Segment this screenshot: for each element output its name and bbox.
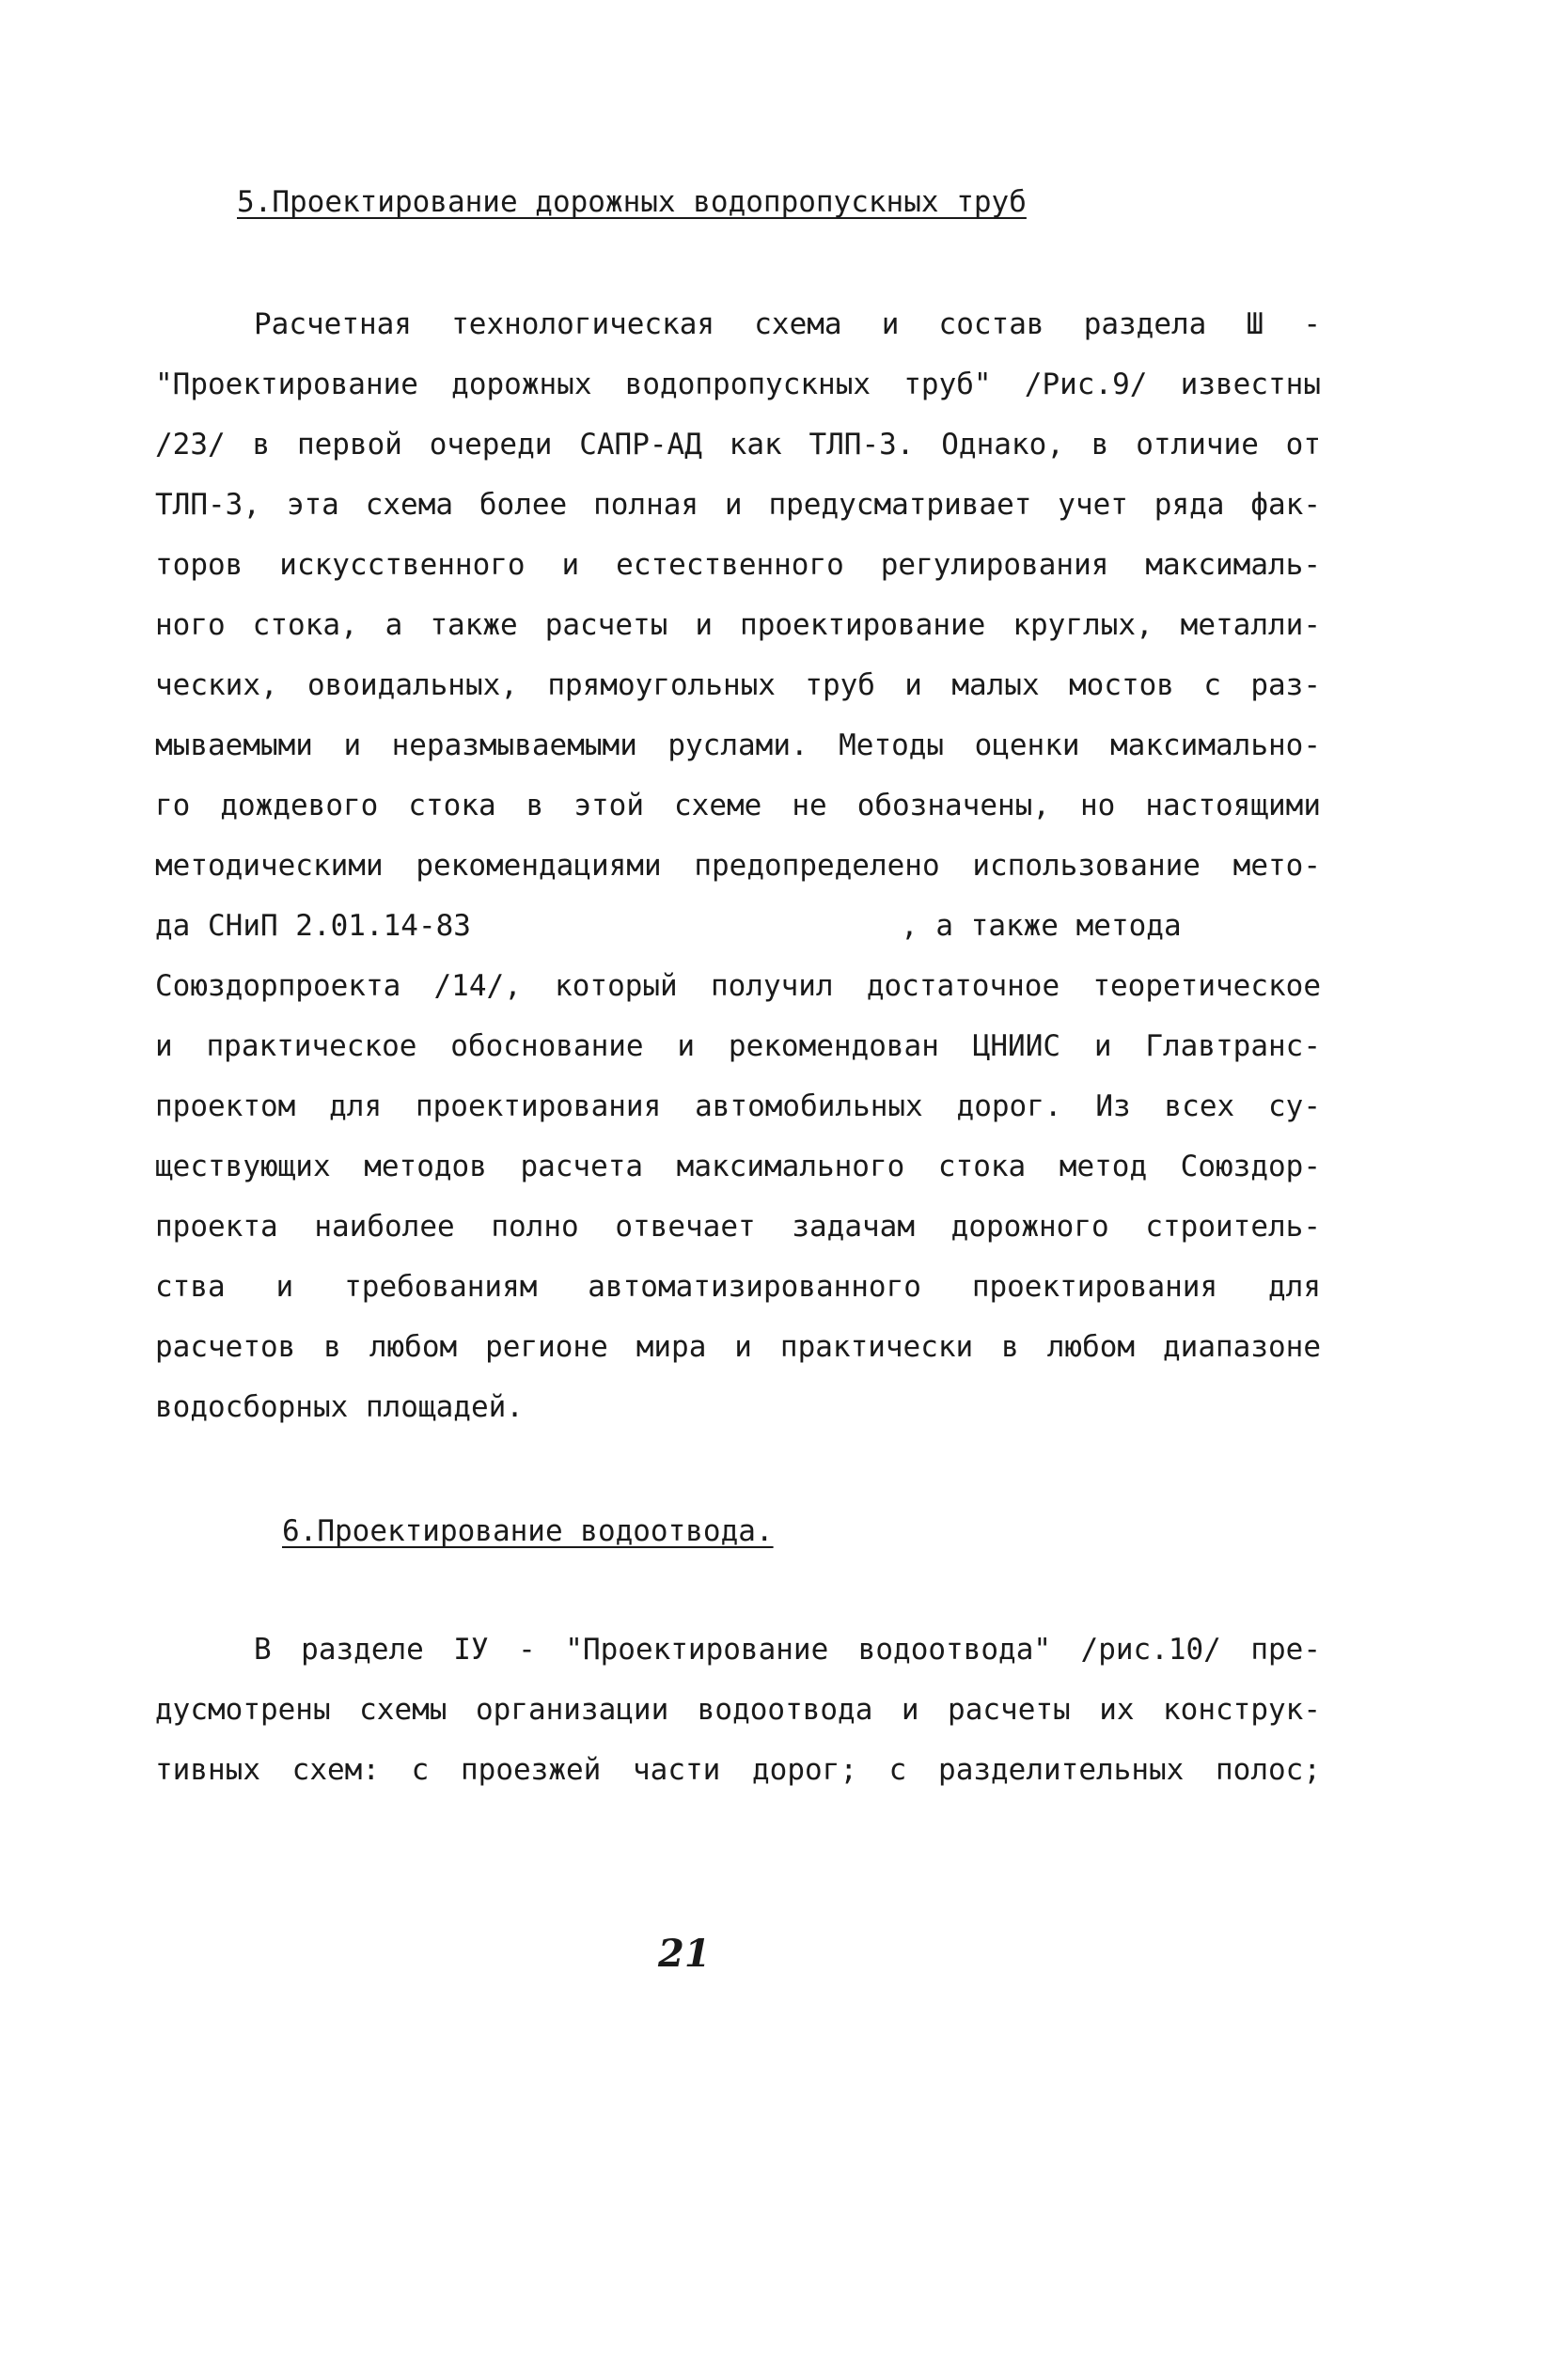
- paragraph-line: проекта наиболее полно отвечает задачам дорожного строитель-: [155, 1210, 1321, 1244]
- section-5-heading: 5.Проектирование дорожных водопропускных труб: [237, 185, 1027, 219]
- paragraph-line: ства и требованиям автоматизированного проектирования для: [155, 1270, 1321, 1304]
- paragraph-line: проектом для проектирования автомобильных дорог. Из всех су-: [155, 1089, 1321, 1123]
- paragraph-line-gap-left: да СНиП 2.01.14-83: [155, 909, 471, 943]
- paragraph-line: методическими рекомендациями предопределено использование мето-: [155, 849, 1321, 883]
- paragraph-line: тивных схем: с проезжей части дорог; с разделительных полос;: [155, 1753, 1321, 1787]
- paragraph-line: ществующих методов расчета максимального стока метод Союздор-: [155, 1150, 1321, 1183]
- page-number: 21: [658, 1932, 711, 1976]
- paragraph-line: Расчетная технологическая схема и состав раздела Ш -: [254, 307, 1321, 341]
- paragraph-line: ческих, овоидальных, прямоугольных труб и малых мостов с раз-: [155, 668, 1321, 702]
- paragraph-line: расчетов в любом регионе мира и практически в любом диапазоне: [155, 1330, 1321, 1364]
- paragraph-line: го дождевого стока в этой схеме не обозначены, но настоящими: [155, 789, 1321, 822]
- paragraph-line: ного стока, а также расчеты и проектирование круглых, металли-: [155, 608, 1321, 642]
- paragraph-line: водосборных площадей.: [155, 1390, 524, 1424]
- paragraph-line-gap-right: , а также метода: [901, 909, 1182, 943]
- paragraph-line: В разделе IУ - "Проектирование водоотвода" /рис.10/ пре-: [254, 1633, 1321, 1667]
- paragraph-line: дусмотрены схемы организации водоотвода и расчеты их конструк-: [155, 1693, 1321, 1727]
- paragraph-line: Союздорпроекта /14/, который получил достаточное теоретическое: [155, 969, 1321, 1003]
- paragraph-line: и практическое обоснование и рекомендован ЦНИИС и Главтранс-: [155, 1029, 1321, 1063]
- paragraph-line: /23/ в первой очереди САПР-АД как ТЛП-3. Однако, в отличие от: [155, 428, 1321, 462]
- paragraph-line: мываемыми и неразмываемыми руслами. Методы оценки максимально-: [155, 728, 1321, 762]
- section-6-heading: 6.Проектирование водоотвода.: [282, 1514, 774, 1548]
- paragraph-line: ТЛП-3, эта схема более полная и предусматривает учет ряда фак-: [155, 488, 1321, 522]
- paragraph-line: торов искусственного и естественного регулирования максималь-: [155, 548, 1321, 582]
- paragraph-line: "Проектирование дорожных водопропускных труб" /Рис.9/ известны: [155, 368, 1321, 401]
